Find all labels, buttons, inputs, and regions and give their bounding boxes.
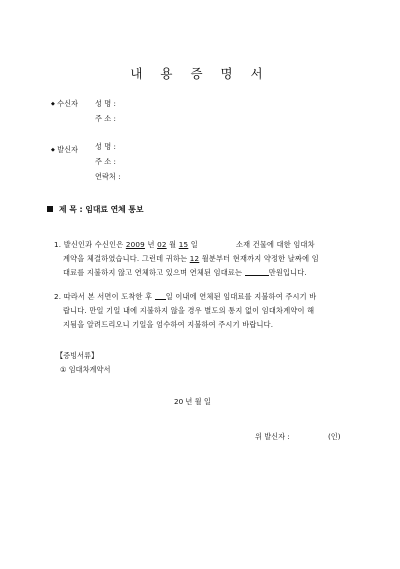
paragraph1-line2 [63, 254, 319, 264]
p2-line1-b: 일 이내에 연체된 임대료를 지불하여 주시기 바 [165, 292, 317, 301]
square-bullet-icon [47, 206, 53, 212]
paragraph2-line1 [54, 292, 316, 302]
attachment-item-1: ① 임대차계약서 [60, 365, 111, 374]
contract-month: 02 [157, 240, 167, 249]
recipient-name-label: 성 명 : [95, 99, 116, 108]
diamond-bullet-icon: ◆ [51, 147, 55, 153]
diamond-bullet-icon: ◆ [51, 101, 55, 107]
amount-blank [245, 268, 269, 276]
subject-label: 제 목 : [59, 205, 83, 214]
days-blank [155, 292, 166, 300]
p1-prefix: 1. 발신인과 수신인은 [54, 240, 126, 249]
paragraph1-line1 [54, 240, 315, 250]
recipient-label [51, 99, 78, 109]
subject-text: 임대료 연체 통보 [85, 205, 144, 214]
sender-label-text: 발신자 [57, 145, 78, 154]
p2-line1-a: 2. 따라서 본 서면이 도착한 후 [54, 292, 155, 301]
sender-contact-label: 연락처 : [95, 172, 121, 181]
paragraph1-line3 [63, 268, 307, 278]
sender-label [51, 145, 78, 155]
p1-line2: 계약을 체결하였습니다. 그런데 귀하는 [63, 254, 190, 263]
year-unit: 년 [144, 240, 158, 249]
contract-year: 2009 [125, 240, 145, 249]
signature-label: 위 발신자 : [255, 432, 290, 441]
p1-line3: 대료를 지불하지 않고 연체하고 있으며 연체된 임대료는 [63, 268, 245, 277]
attachments-header: 【증빙서류】 [56, 351, 99, 360]
recipient-address-label: 주 소 : [95, 114, 116, 123]
sender-address-label: 주 소 : [95, 157, 116, 166]
signature-seal: (인) [328, 432, 341, 441]
p1-line3-end: 만원입니다. [268, 268, 307, 277]
contract-day: 15 [178, 240, 189, 249]
p1-line2-rest: 월분부터 현재까지 약정한 날짜에 임 [199, 254, 319, 263]
document-title: 내 용 증 명 서 [130, 66, 270, 81]
recipient-label-text: 수신자 [57, 99, 78, 108]
subject-line [47, 204, 144, 215]
paragraph2-line2: 랍니다. 만일 기일 내에 지불하지 않을 경우 별도의 통지 없이 임대차계약이 해 [63, 306, 315, 315]
paragraph2-line3: 지됨을 알려드리오니 기일을 엄수하여 지불하여 주시기 바랍니다. [63, 320, 274, 329]
p1-suffix: 소재 건물에 대한 임대차 [235, 240, 315, 249]
overdue-month: 12 [189, 254, 200, 263]
month-unit: 월 [166, 240, 179, 249]
date-line: 20 년 월 일 [174, 397, 211, 406]
day-unit: 일 [188, 240, 198, 249]
sender-name-label: 성 명 : [95, 142, 116, 151]
